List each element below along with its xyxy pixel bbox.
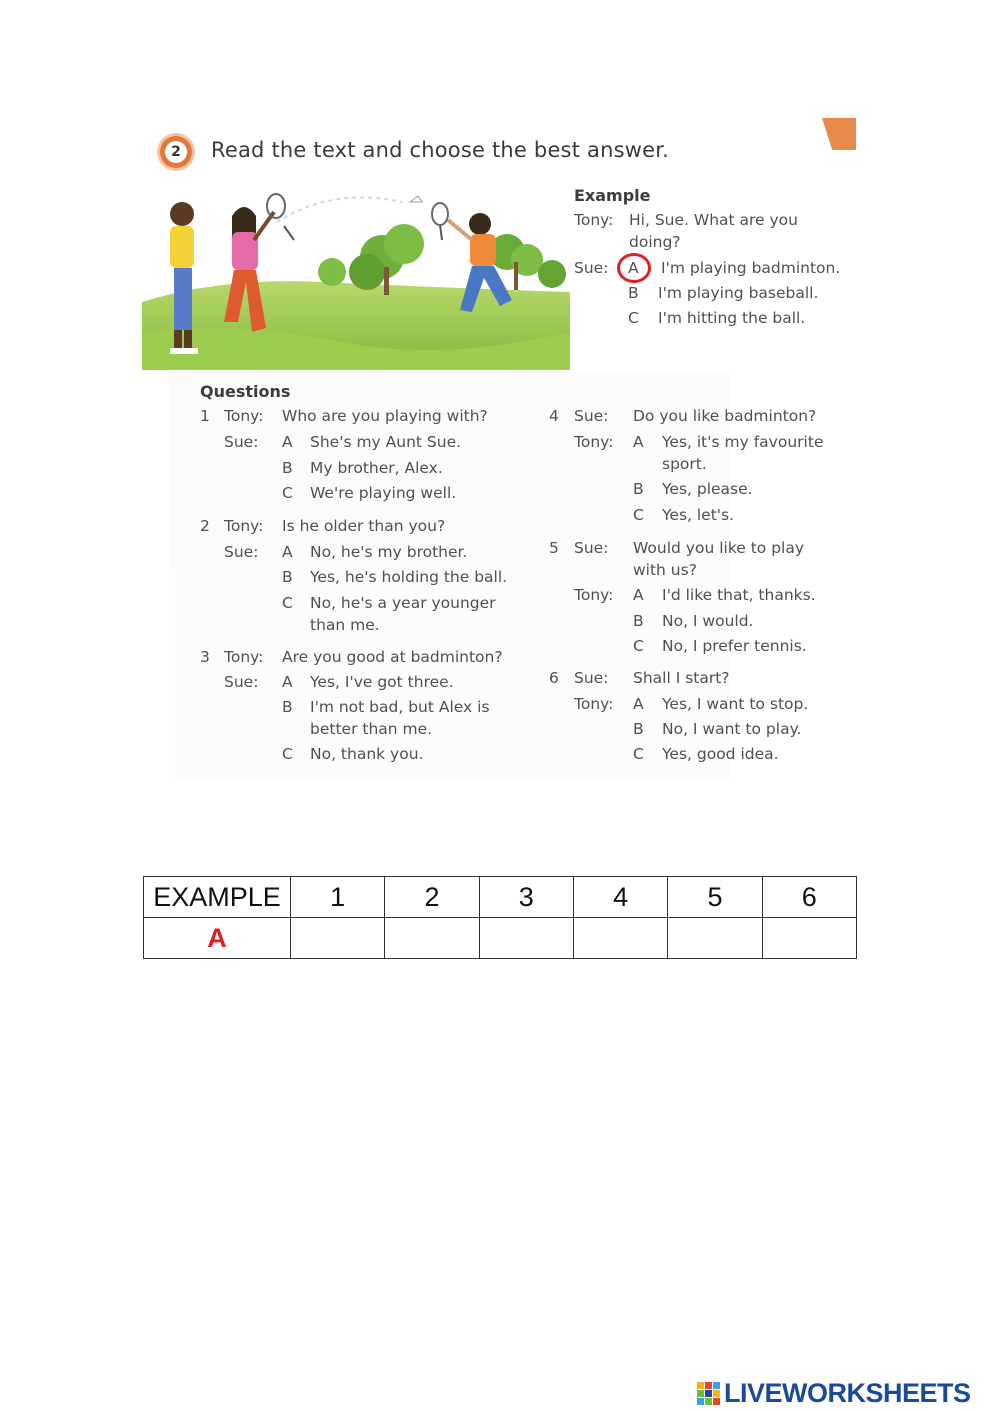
q1-option-b: My brother, Alex. xyxy=(310,459,443,477)
q5-letter-a: A xyxy=(633,586,644,604)
q5-letter-b: B xyxy=(633,612,644,630)
q1-speaker1: Tony: xyxy=(224,407,264,425)
q2-option-a: No, he's my brother. xyxy=(310,543,468,561)
q2-option-c-line2: than me. xyxy=(310,616,380,634)
example-question-line2: doing? xyxy=(629,233,681,251)
q3-number: 3 xyxy=(200,648,210,666)
q6-speaker2: Tony: xyxy=(574,695,614,713)
q5-speaker1: Sue: xyxy=(574,539,609,557)
q6-letter-a: A xyxy=(633,695,644,713)
header-1: 1 xyxy=(291,877,385,918)
example-option-a-text: I'm playing badminton. xyxy=(661,259,841,277)
q6-number: 6 xyxy=(549,669,559,687)
q4-speaker2: Tony: xyxy=(574,433,614,451)
q5-letter-c: C xyxy=(633,637,644,655)
q1-letter-b: B xyxy=(282,459,293,477)
q6-letter-c: C xyxy=(633,745,644,763)
q1-speaker2: Sue: xyxy=(224,433,259,451)
q5-option-a: I'd like that, thanks. xyxy=(662,586,816,604)
q3-speaker1: Tony: xyxy=(224,648,264,666)
answer-input-1[interactable] xyxy=(291,918,385,959)
q2-letter-b: B xyxy=(282,568,293,586)
example-speaker-tony: Tony: xyxy=(574,211,614,229)
q2-question: Is he older than you? xyxy=(282,517,446,535)
liveworksheets-logo xyxy=(697,1378,971,1408)
example-option-a-letter: A xyxy=(628,259,639,277)
liveworksheets-logo-icon xyxy=(697,1380,721,1406)
q4-question: Do you like badminton? xyxy=(633,407,817,425)
q2-speaker2: Sue: xyxy=(224,543,259,561)
q1-option-c: We're playing well. xyxy=(310,484,457,502)
q3-speaker2: Sue: xyxy=(224,673,259,691)
q3-option-c: No, thank you. xyxy=(310,745,424,763)
header-3: 3 xyxy=(479,877,573,918)
exercise-title: Read the text and choose the best answer. xyxy=(211,138,670,162)
q3-option-a: Yes, I've got three. xyxy=(310,673,454,691)
q2-letter-c: C xyxy=(282,594,293,612)
q4-option-a-line1: Yes, it's my favourite xyxy=(662,433,824,451)
example-answer-cell xyxy=(144,918,291,959)
q5-question-line1: Would you like to play xyxy=(633,539,805,557)
exercise-number-badge xyxy=(160,136,192,168)
q6-question: Shall I start? xyxy=(633,669,730,687)
q4-letter-c: C xyxy=(633,506,644,524)
q4-option-b: Yes, please. xyxy=(662,480,753,498)
q3-letter-a: A xyxy=(282,673,293,691)
header-5: 5 xyxy=(668,877,762,918)
liveworksheets-logo-text: LIVEWORKSHEETS xyxy=(724,1377,971,1408)
example-option-b-text: I'm playing baseball. xyxy=(658,284,819,302)
q3-option-b-line2: better than me. xyxy=(310,720,433,738)
q3-letter-c: C xyxy=(282,745,293,763)
answer-input-6[interactable] xyxy=(762,918,856,959)
example-answer: A xyxy=(207,922,227,953)
header-2: 2 xyxy=(385,877,479,918)
header-example: EXAMPLE xyxy=(144,877,291,918)
example-speaker-sue: Sue: xyxy=(574,259,609,277)
q4-number: 4 xyxy=(549,407,559,425)
example-heading: Example xyxy=(574,186,651,205)
q1-letter-c: C xyxy=(282,484,293,502)
page-corner-tab xyxy=(822,118,856,150)
answer-input-5[interactable] xyxy=(668,918,762,959)
badminton-illustration xyxy=(142,182,570,370)
q6-speaker1: Sue: xyxy=(574,669,609,687)
q2-option-c-line1: No, he's a year younger xyxy=(310,594,496,612)
q6-option-c: Yes, good idea. xyxy=(662,745,779,763)
answer-table-answer-row xyxy=(144,918,857,959)
q4-option-a-line2: sport. xyxy=(662,455,707,473)
q1-option-a: She's my Aunt Sue. xyxy=(310,433,462,451)
q1-letter-a: A xyxy=(282,433,293,451)
exercise-number: 2 xyxy=(165,141,187,163)
q3-question: Are you good at badminton? xyxy=(282,648,503,666)
header-4: 4 xyxy=(573,877,667,918)
q5-option-c: No, I prefer tennis. xyxy=(662,637,807,655)
answer-input-2[interactable] xyxy=(385,918,479,959)
q2-letter-a: A xyxy=(282,543,293,561)
q5-question-line2: with us? xyxy=(633,561,697,579)
q4-letter-a: A xyxy=(633,433,644,451)
q5-number: 5 xyxy=(549,539,559,557)
q2-speaker1: Tony: xyxy=(224,517,264,535)
answer-input-4[interactable] xyxy=(573,918,667,959)
q2-option-b: Yes, he's holding the ball. xyxy=(310,568,508,586)
q1-question: Who are you playing with? xyxy=(282,407,488,425)
example-option-b-letter: B xyxy=(628,284,639,302)
q4-letter-b: B xyxy=(633,480,644,498)
q6-letter-b: B xyxy=(633,720,644,738)
q6-option-b: No, I want to play. xyxy=(662,720,802,738)
header-6: 6 xyxy=(762,877,856,918)
answer-table-header-row xyxy=(144,877,857,918)
example-question-line1: Hi, Sue. What are you xyxy=(629,211,798,229)
questions-heading: Questions xyxy=(200,382,291,401)
q4-option-c: Yes, let's. xyxy=(662,506,735,524)
q3-option-b-line1: I'm not bad, but Alex is xyxy=(310,698,490,716)
answer-input-3[interactable] xyxy=(479,918,573,959)
example-option-c-letter: C xyxy=(628,309,639,327)
q5-speaker2: Tony: xyxy=(574,586,614,604)
q2-number: 2 xyxy=(200,517,210,535)
q3-letter-b: B xyxy=(282,698,293,716)
q6-option-a: Yes, I want to stop. xyxy=(662,695,809,713)
q1-number: 1 xyxy=(200,407,210,425)
example-option-c-text: I'm hitting the ball. xyxy=(658,309,806,327)
q5-option-b: No, I would. xyxy=(662,612,754,630)
q4-speaker1: Sue: xyxy=(574,407,609,425)
answer-table xyxy=(143,876,857,959)
